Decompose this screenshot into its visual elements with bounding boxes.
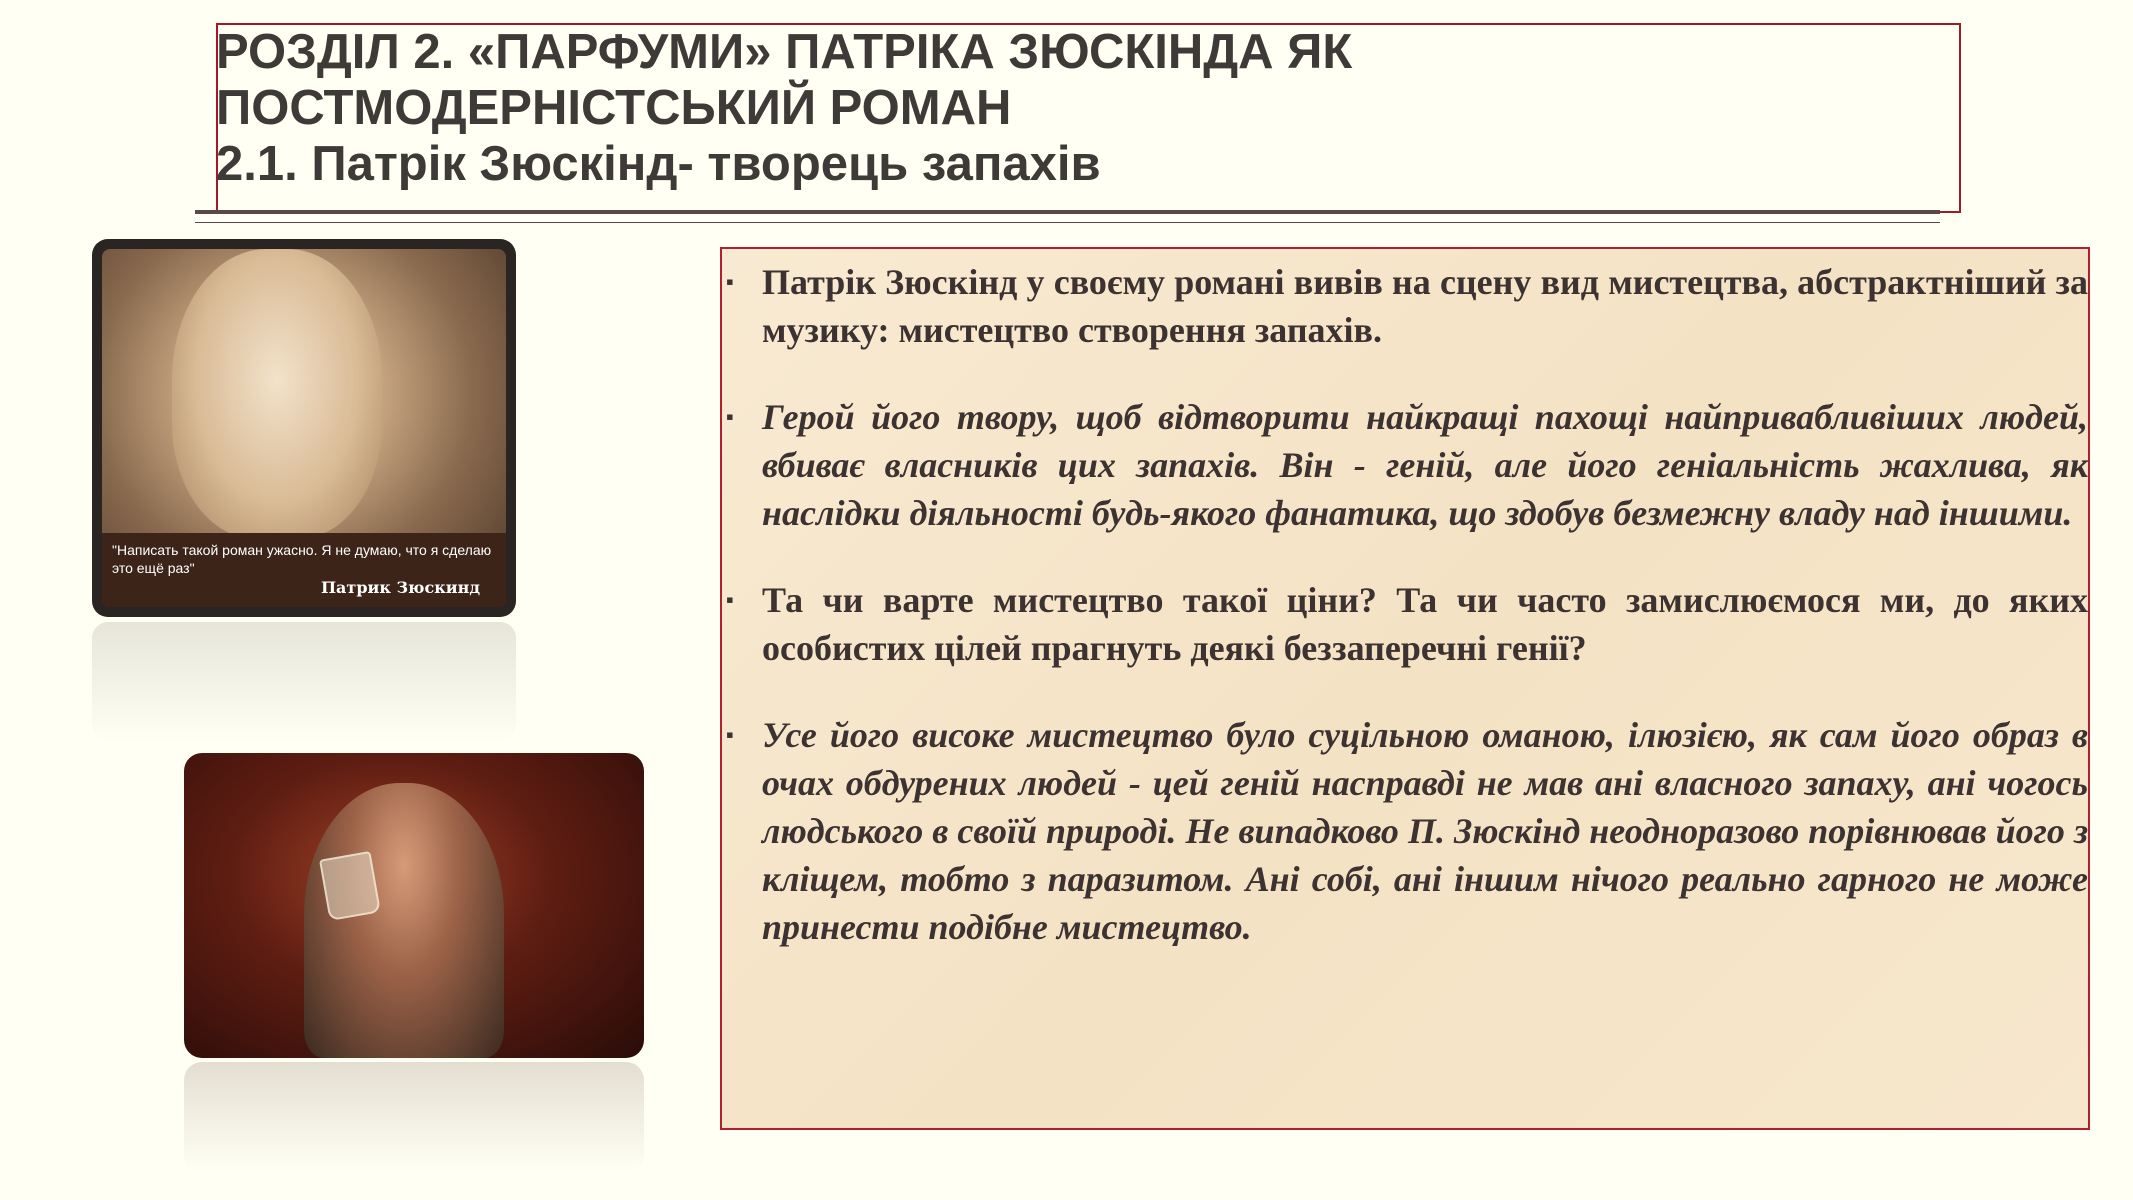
bullet-item xyxy=(726,258,2088,354)
portrait-reflection xyxy=(92,622,516,742)
title-divider-thin xyxy=(195,222,1940,223)
glass-vial xyxy=(319,851,381,921)
title-line-1: РОЗДІЛ 2. «ПАРФУМИ» ПАТРІКА ЗЮСКІНДА ЯК xyxy=(216,25,1353,79)
bullet-marker: ▪ xyxy=(726,404,734,429)
bullet-item xyxy=(726,393,2088,537)
author-face xyxy=(172,249,382,539)
bullet-text: Усе його високе мистецтво було суцільною оманою, ілюзією, як сам його образ в очах обдурених людей - цей геній насправді не мав ані власного запаху, ані чогось людського в своїй природі. Не випадково П. Зюскінд неодноразово порівнював його з кліщем, тобто з паразитом. Ані собі, ані іншим нічого реально гарного не може принести подібне мистецтво. xyxy=(762,715,2088,947)
author-portrait xyxy=(92,239,516,617)
portrait-caption xyxy=(102,533,506,607)
film-still-reflection xyxy=(184,1062,644,1172)
bullet-item xyxy=(726,711,2088,951)
film-still-image xyxy=(184,753,644,1058)
title-line-3: 2.1. Патрік Зюскінд- творець запахів xyxy=(216,137,1101,191)
portrait-signature: Патрик Зюскинд xyxy=(320,578,480,597)
bullet-marker: ▪ xyxy=(726,722,734,747)
bullet-marker: ▪ xyxy=(726,269,734,294)
film-character xyxy=(304,783,504,1058)
title-divider xyxy=(195,210,1940,214)
author-portrait-image xyxy=(102,249,506,607)
bullet-text: Патрік Зюскінд у своєму романі вивів на сцену вид мистецтва, абстрактніший за музику: мистецтво створення запахів. xyxy=(762,262,2088,350)
bullet-text: Та чи варте мистецтво такої ціни? Та чи часто замислюємося ми, до яких особистих цілей прагнуть деякі беззаперечні генії? xyxy=(762,580,2088,668)
title-line-2: ПОСТМОДЕРНІСТСЬКИЙ РОМАН xyxy=(216,81,1012,135)
bullet-list xyxy=(726,258,2088,990)
portrait-quote: "Написать такой роман ужасно. Я не думаю, что я сделаю это ещё раз" xyxy=(112,542,492,576)
bullet-text: Герой його твору, щоб відтворити найкращі пахощі найпривабливіших людей, вбиває власників цих запахів. Він - геній, але його геніальність жахлива, як наслідки діяльності будь-якого фанатика, що здобув безмежну владу над іншими. xyxy=(762,397,2088,533)
bullet-marker: ▪ xyxy=(726,587,734,612)
slide-title xyxy=(216,24,1956,192)
bullet-item xyxy=(726,576,2088,672)
